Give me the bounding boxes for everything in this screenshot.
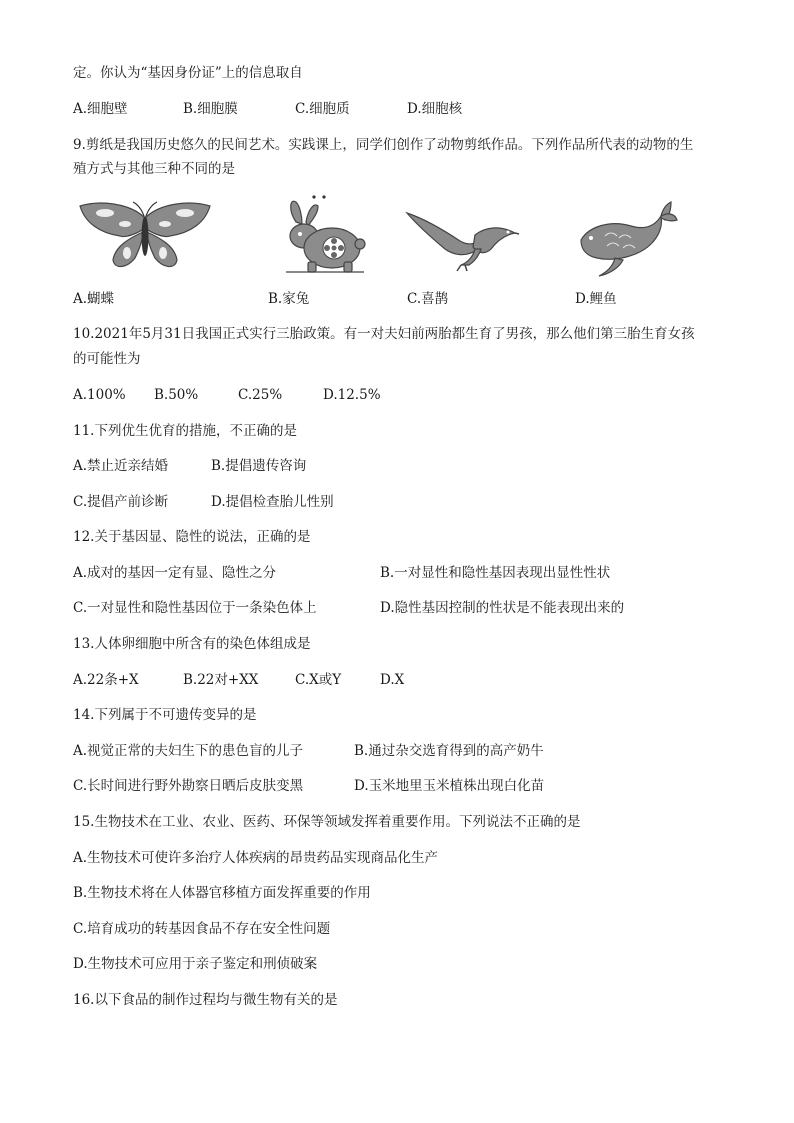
q8-stem-tail: 定。你认为“基因身份证”上的信息取自 bbox=[73, 65, 303, 81]
q8-option-a: A.细胞壁 bbox=[73, 101, 128, 117]
q15-option-b: B.生物技术将在人体器官移植方面发挥重要的作用 bbox=[73, 885, 371, 901]
q8-option-c: C.细胞质 bbox=[295, 101, 350, 117]
q16-stem: 16.以下食品的制作过程均与微生物有关的是 bbox=[73, 992, 338, 1008]
q15-option-d: D.生物技术可应用于亲子鉴定和刑侦破案 bbox=[73, 956, 318, 972]
q15-option-a: A.生物技术可使许多治疗人体疾病的昂贵药品实现商品化生产 bbox=[73, 850, 439, 866]
q11-option-b: B.提倡遗传咨询 bbox=[211, 458, 307, 474]
q9-option-a: A.蝴蝶 bbox=[73, 291, 115, 307]
q13-option-a: A.22条+X bbox=[73, 672, 139, 688]
carp-papercut-image bbox=[575, 200, 680, 280]
q10-option-c: C.25% bbox=[238, 387, 283, 403]
q14-option-c: C.长时间进行野外勘察日晒后皮肤变黑 bbox=[73, 778, 304, 794]
q12-stem: 12.关于基因显、隐性的说法，正确的是 bbox=[73, 529, 311, 545]
q10-option-a: A.100% bbox=[73, 387, 126, 403]
q13-option-b: B.22对+XX bbox=[183, 672, 259, 688]
q8-option-b: B.细胞膜 bbox=[183, 101, 238, 117]
q13-option-c: C.X或Y bbox=[295, 672, 342, 688]
q9-stem-line-2: 殖方式与其他三种不同的是 bbox=[73, 161, 235, 177]
magpie-papercut-image bbox=[405, 205, 520, 275]
q10-option-b: B.50% bbox=[154, 387, 199, 403]
q14-option-b: B.通过杂交选育得到的高产奶牛 bbox=[354, 743, 544, 759]
q12-option-c: C.一对显性和隐性基因位于一条染色体上 bbox=[73, 600, 317, 616]
q9-option-c: C.喜鹊 bbox=[407, 291, 449, 307]
butterfly-papercut-image bbox=[75, 198, 215, 278]
q9-option-b: B.家兔 bbox=[268, 291, 310, 307]
q12-option-d: D.隐性基因控制的性状是不能表现出来的 bbox=[380, 600, 625, 616]
q11-stem: 11.下列优生优育的措施，不正确的是 bbox=[73, 423, 297, 439]
q14-option-d: D.玉米地里玉米植株出现白化苗 bbox=[354, 778, 545, 794]
q10-stem-line-2: 的可能性为 bbox=[73, 351, 141, 367]
q14-stem: 14.下列属于不可遗传变异的是 bbox=[73, 707, 257, 723]
q8-option-d: D.细胞核 bbox=[407, 101, 463, 117]
q12-option-b: B.一对显性和隐性基因表现出显性性状 bbox=[380, 565, 611, 581]
q9-stem-line-1: 9.剪纸是我国历史悠久的民间艺术。实践课上，同学们创作了动物剪纸作品。下列作品所代表的动物的生 bbox=[73, 137, 694, 153]
q10-stem-line-1: 10.2021年5月31日我国正式实行三胎政策。有一对夫妇前两胎都生育了男孩，那么他们第三胎生育女孩 bbox=[73, 326, 695, 342]
q13-option-d: D.X bbox=[380, 672, 405, 688]
q15-option-c: C.培育成功的转基因食品不存在安全性问题 bbox=[73, 921, 331, 937]
q9-option-d: D.鲤鱼 bbox=[575, 291, 617, 307]
q14-option-a: A.视觉正常的夫妇生下的患色盲的儿子 bbox=[73, 743, 304, 759]
q10-option-d: D.12.5% bbox=[323, 387, 381, 403]
q12-option-a: A.成对的基因一定有显、隐性之分 bbox=[73, 565, 277, 581]
q11-option-c: C.提倡产前诊断 bbox=[73, 494, 169, 510]
q15-stem: 15.生物技术在工业、农业、医药、环保等领域发挥着重要作用。下列说法不正确的是 bbox=[73, 814, 581, 830]
q13-stem: 13.人体卵细胞中所含有的染色体组成是 bbox=[73, 636, 311, 652]
q11-option-a: A.禁止近亲结婚 bbox=[73, 458, 169, 474]
rabbit-papercut-image bbox=[268, 192, 368, 277]
q11-option-d: D.提倡检查胎儿性别 bbox=[211, 494, 334, 510]
